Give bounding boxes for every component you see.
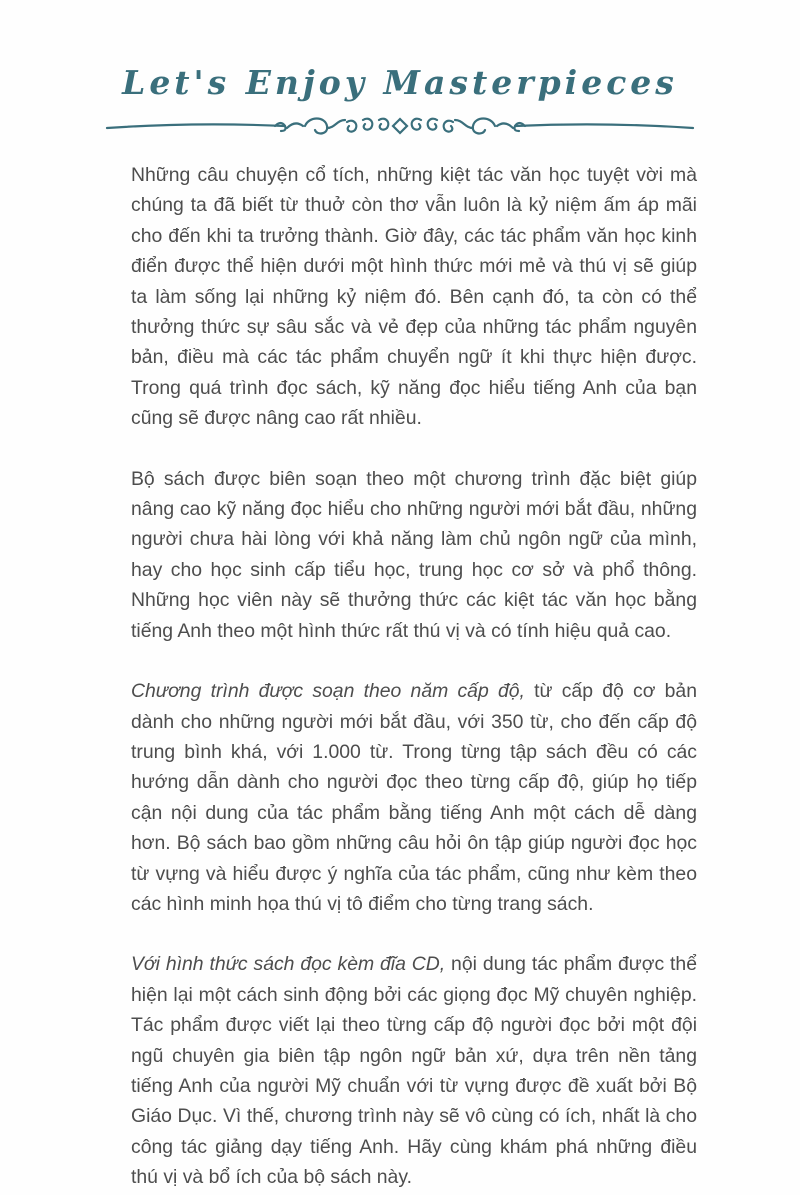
paragraph-4-text: nội dung tác phẩm được thể hiện lại một cách sinh động bởi các giọng đọc Mỹ chuyên nghiệp. Tác phẩm được viết lại theo từng cấp độ người đọc bởi một đội ngũ chuyên gia biên tập ngôn ngữ bản xứ, dựa trên nền tảng tiếng Anh của người Mỹ chuẩn với từ vựng được đề xuất bởi Bộ Giáo Dục. Vì thế, chương trình này sẽ vô cùng có ích, nhất là cho công tác giảng dạy tiếng Anh. Hãy cùng khám phá những điều thú vị và bổ ích của bộ sách này. — [131, 953, 697, 1189]
paragraph-3 — [131, 676, 697, 919]
paragraph-1 — [131, 160, 697, 434]
paragraph-1-text: Những câu chuyện cổ tích, những kiệt tác văn học tuyệt vời mà chúng ta đã biết từ thuở còn thơ vẫn luôn là kỷ niệm ấm áp mãi cho đến khi ta trưởng thành. Giờ đây, các tác phẩm văn học kinh điển được thể hiện dưới một hình thức mới mẻ và thú vị sẽ giúp ta làm sống lại những kỷ niệm đó. Bên cạnh đó, ta còn có thể thưởng thức sự sâu sắc và vẻ đẹp của những tác phẩm nguyên bản, điều mà các tác phẩm chuyển ngữ ít khi thực hiện được. Trong quá trình đọc sách, kỹ năng đọc hiểu tiếng Anh của bạn cũng sẽ được nâng cao rất nhiều. — [131, 164, 697, 430]
paragraph-2 — [131, 464, 697, 646]
paragraph-3-text: từ cấp độ cơ bản dành cho những người mới bắt đầu, với 350 từ, cho đến cấp độ trung bình khá, với 1.000 từ. Trong từng tập sách đều có các hướng dẫn dành cho người đọc theo từng cấp độ, giúp họ tiếp cận nội dung của tác phẩm bằng tiếng Anh một cách dễ dàng hơn. Bộ sách bao gồm những câu hỏi ôn tập giúp người đọc học từ vựng và hiểu được ý nghĩa của tác phẩm, cũng như kèm theo các hình minh họa thú vị tô điểm cho từng trang sách. — [131, 680, 697, 915]
paragraph-4-lead: Với hình thức sách đọc kèm đĩa CD, — [131, 953, 446, 976]
paragraph-4 — [131, 949, 697, 1192]
paragraph-3-lead: Chương trình được soạn theo năm cấp độ, — [131, 680, 525, 703]
paragraph-2-text: Bộ sách được biên soạn theo một chương trình đặc biệt giúp nâng cao kỹ năng đọc hiểu cho những người mới bắt đầu, những người chưa hài lòng với khả năng làm chủ ngôn ngữ của mình, hay cho học sinh cấp tiểu học, trung học cơ sở và phổ thông. Những học viên này sẽ thưởng thức các kiệt tác văn học bằng tiếng Anh theo một hình thức rất thú vị và có tính hiệu quả cao. — [131, 467, 697, 642]
scroll-divider-ornament-icon — [105, 110, 695, 140]
intro-text — [131, 160, 697, 1193]
page-title: Let's Enjoy Masterpieces — [122, 63, 678, 102]
page-header — [0, 58, 800, 148]
